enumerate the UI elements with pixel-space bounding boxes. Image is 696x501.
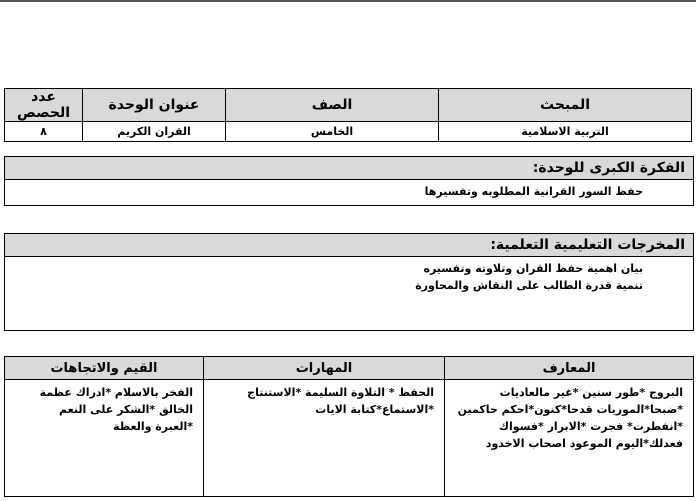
unit-title-header: عنوان الوحدة [83,89,226,122]
outcome-line: تنمية قدرة الطالب على النقاش والمحاورة [415,279,643,292]
skills-line: *الاستماع*كتابة الايات [315,403,434,416]
outcome-line: بيان اهمية حفظ القران وتلاوته وتفسيره [423,262,643,275]
learning-outcomes-content [5,257,694,331]
subject-header: المبحث [439,89,692,122]
knowledge-line: البروج *طور سنين *غير مالعاديات [499,386,683,399]
lessons-count-header: عدد الحصص [5,89,83,122]
learning-outcomes-title: المخرجات التعليمية التعلمية: [5,234,694,257]
skills-header: المهارات [204,357,445,380]
grade-value: الخامس [226,122,439,142]
knowledge-line: *ضبحا*الموريات قدحا*كنون*احكم حاكمين [457,403,683,416]
big-idea-text: حفظ السور القرانية المطلوبه وتفسيرها [5,180,694,206]
knowledge-cell [445,380,694,497]
unit-title-value: القران الكريم [83,122,226,142]
learning-outcomes-box [4,233,694,331]
values-line: الفخر بالاسلام *ادراك عظمة [39,386,193,399]
knowledge-line: فعدلك*اليوم الموعود اصحاب الاخدود [485,437,683,450]
big-idea-title: الفكرة الكبرى للوحدة: [5,157,694,180]
competencies-header-row [5,357,694,380]
unit-info-table [4,88,692,142]
competencies-table [4,356,694,497]
unit-info-value-row [5,122,692,142]
big-idea-box [4,156,694,206]
values-line: الخالق *الشكر على النعم [59,403,193,416]
values-header: القيم والاتجاهات [5,357,204,380]
skills-line: الحفظ * التلاوة السليمة *الاستنتاج [247,386,434,399]
unit-info-header-row [5,89,692,122]
knowledge-line: *انفطرت* فجرت *الابرار *فسواك [498,420,683,433]
values-cell [5,380,204,497]
grade-header: الصف [226,89,439,122]
skills-cell [204,380,445,497]
lessons-count-value: ٨ [5,122,83,142]
values-line: *العبرة والعظة [113,420,193,433]
subject-value: التربية الاسلامية [439,122,692,142]
top-border [0,0,696,2]
knowledge-header: المعارف [445,357,694,380]
competencies-body-row [5,380,694,497]
